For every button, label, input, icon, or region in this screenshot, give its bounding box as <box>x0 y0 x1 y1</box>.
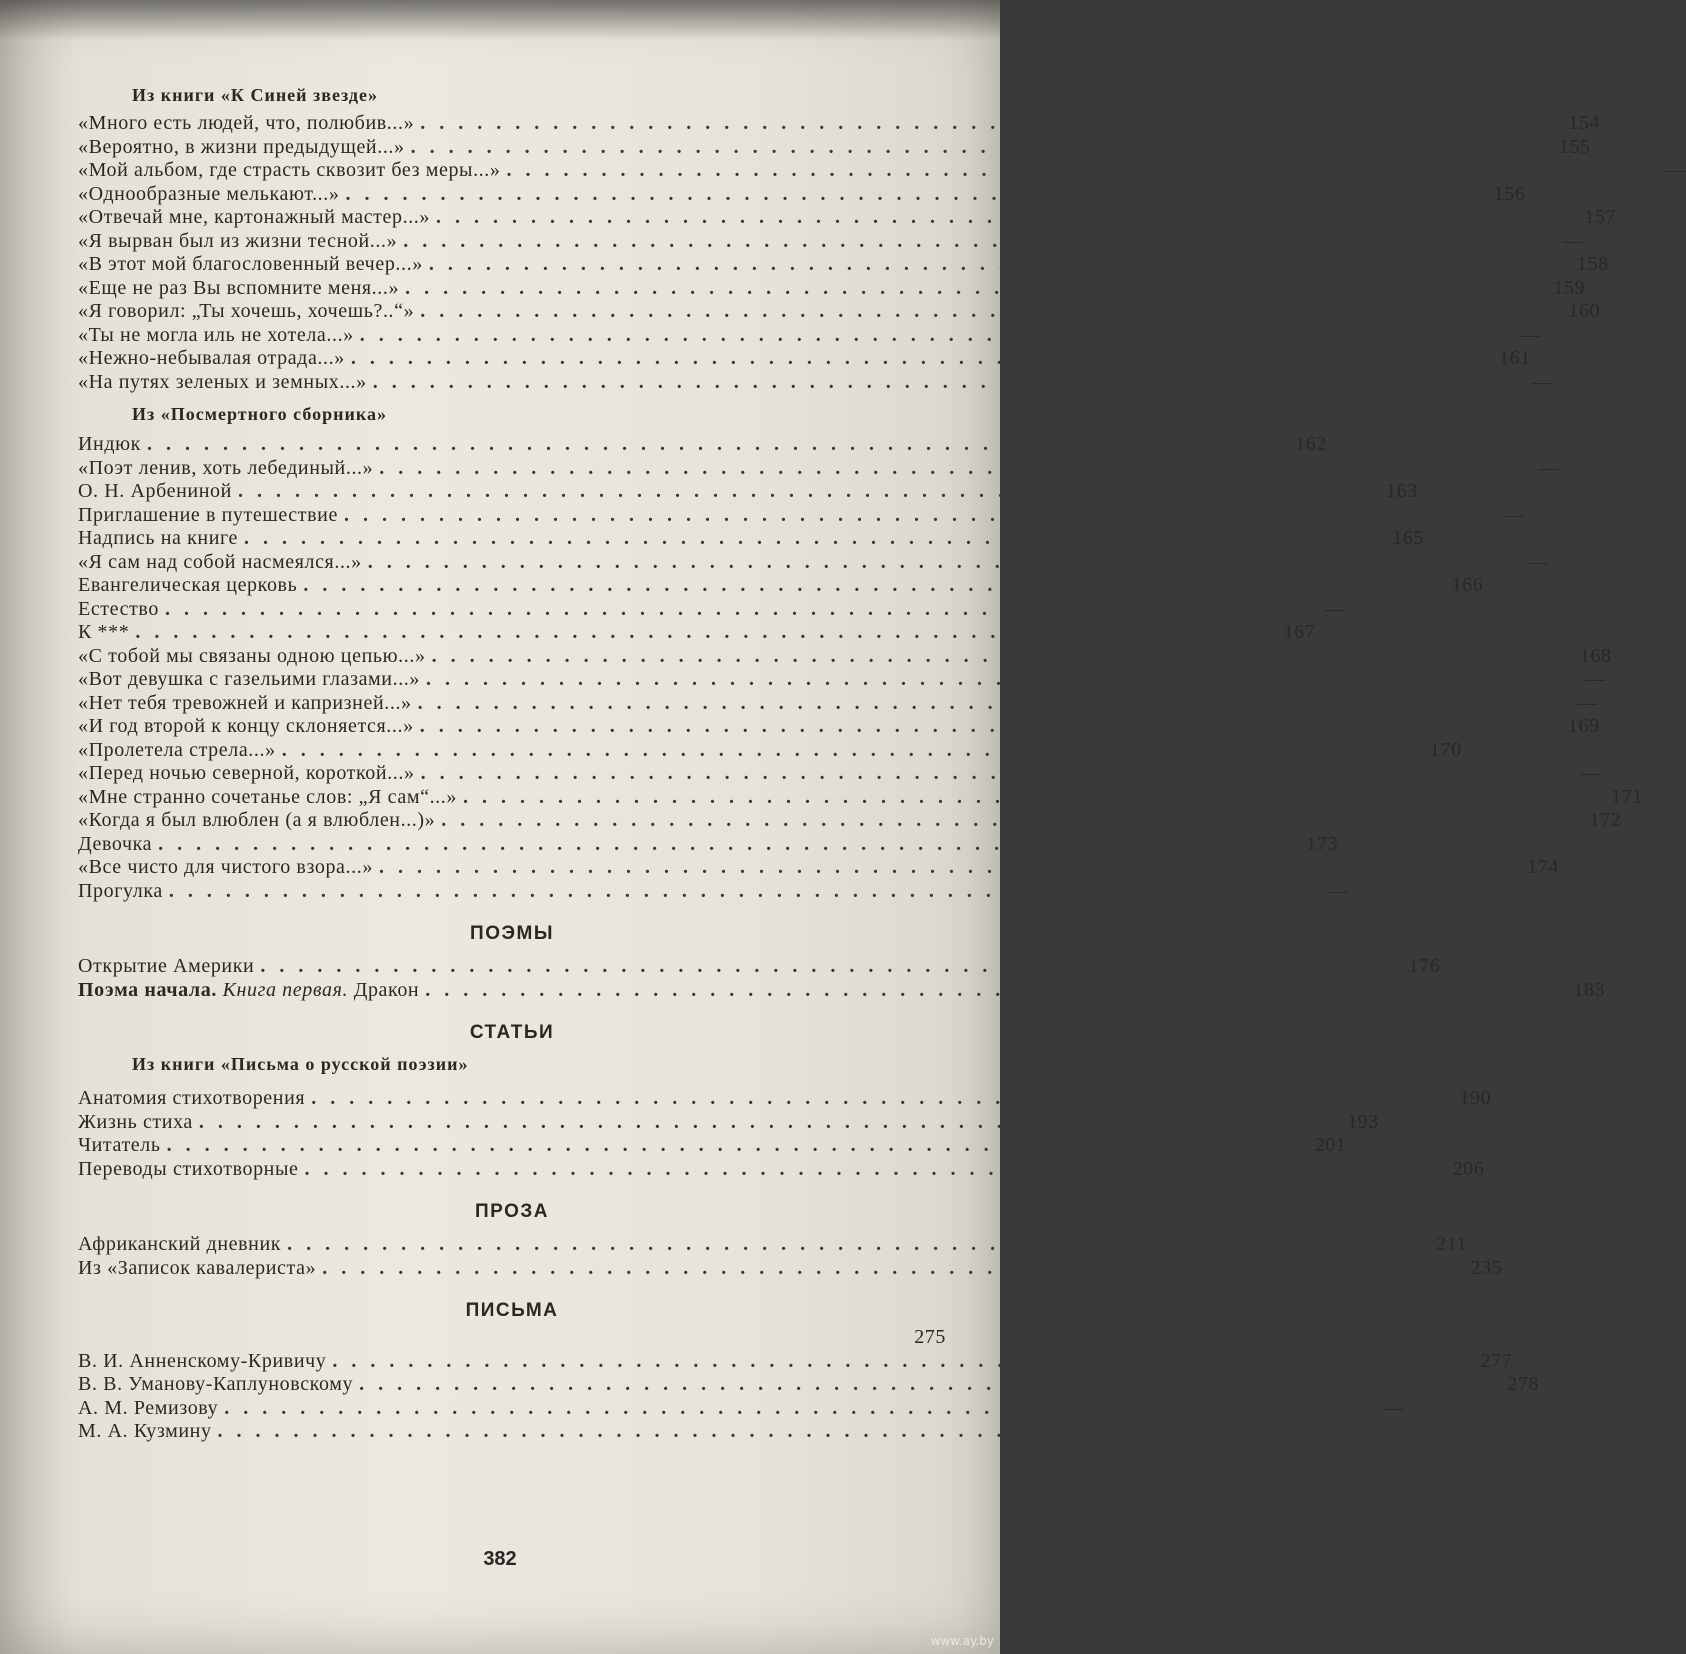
toc-entry-title: К *** <box>78 621 130 643</box>
toc-entry-page: 278 <box>1507 1373 1540 1395</box>
toc-entry <box>78 574 1484 598</box>
toc-entry-title: Девочка <box>78 832 153 855</box>
toc-entry <box>78 762 1601 786</box>
leader-dots: ............................................................ <box>426 668 1567 690</box>
leader-dots: ............................................................ <box>372 370 1513 393</box>
toc-entry-title: Африканский дневник <box>78 1233 282 1255</box>
toc-entry-page: — <box>1665 159 1686 181</box>
toc-entry-page: 172 <box>1589 809 1622 831</box>
toc-entry-title: «На путях зеленых и земных...» <box>78 370 367 393</box>
toc-entry <box>78 112 1601 136</box>
toc-entry-title: Из «Записок кавалериста» <box>78 1256 317 1279</box>
toc-entry <box>78 856 1559 880</box>
toc-list <box>78 1233 1503 1280</box>
toc-entry-title: Анатомия стихотворения <box>78 1087 306 1109</box>
toc-entry <box>78 879 1349 904</box>
toc-entry <box>78 480 1418 504</box>
toc-entry-page: 157 <box>1584 206 1617 228</box>
toc-entry-page: 190 <box>1459 1087 1492 1109</box>
leader-dots: ............................................................ <box>420 112 1561 134</box>
toc-entry <box>78 159 1686 183</box>
toc-entry <box>78 809 1622 833</box>
leader-dots: ............................................................ <box>436 206 1577 228</box>
leader-dots: ............................................................ <box>135 621 1276 643</box>
toc-entry-title: «Я говорил: „Ты хочешь, хочешь?..“» <box>78 300 415 322</box>
toc-entry-title: «Нежно-небывалая отрада...» <box>78 347 345 369</box>
toc-entry-title: «Я вырван был из жизни тесной...» <box>78 229 398 252</box>
toc-entry-page: — <box>1324 597 1345 620</box>
toc-entry <box>78 691 1598 716</box>
leader-dots: ............................................................ <box>244 527 1385 549</box>
toc-entry-page: 155 <box>1558 135 1591 158</box>
leader-dots: ............................................................ <box>237 480 1378 502</box>
leader-dots: ............................................................ <box>260 955 1401 977</box>
leader-dots: ............................................................ <box>431 644 1572 667</box>
toc-entry-page: — <box>1577 691 1598 714</box>
leader-dots: ............................................................ <box>287 1233 1428 1255</box>
leader-dots: ............................................................ <box>410 135 1551 158</box>
toc-entry-page: 166 <box>1451 574 1484 596</box>
section-title: ПИСЬМА <box>465 1300 559 1321</box>
toc-entry-page: — <box>1328 879 1349 902</box>
subsection-title: Из книги «К Синей звезде» <box>132 85 378 105</box>
toc-entry <box>78 253 1609 277</box>
toc-entry <box>78 1373 1540 1397</box>
toc-entry-title: «С тобой мы связаны одною цепью...» <box>78 644 426 667</box>
leader-dots: ............................................................ <box>164 597 1305 620</box>
toc-entry-title: В. И. Анненскому-Кривичу <box>78 1349 327 1372</box>
toc-entry-title: «Перед ночью северной, короткой...» <box>78 762 415 784</box>
toc-entry <box>78 323 1540 348</box>
subsection-title: Из книги «Письма о русской поэзии» <box>132 1054 469 1074</box>
toc-entry <box>78 1420 1358 1444</box>
toc-entry-title: «Мой альбом, где страсть сквозит без меры...» <box>78 159 501 181</box>
toc-entry-title: «Мне странно сочетанье слов: „Я сам“...» <box>78 785 457 808</box>
page-number: 382 <box>483 1548 517 1570</box>
section-title: ПОЭМЫ <box>470 923 554 944</box>
leader-dots: ............................................................ <box>367 550 1508 573</box>
toc-entry-page: 158 <box>1577 253 1609 275</box>
toc-entry <box>78 347 1531 371</box>
title-part: Дракон <box>353 978 420 1001</box>
toc-entry <box>78 135 1591 160</box>
toc-entry <box>78 597 1345 622</box>
toc-entry-title: Прогулка <box>78 879 163 902</box>
toc-entry-title: «Отвечай мне, картонажный мастер...» <box>78 206 431 228</box>
toc-entry-title: Естество <box>78 597 159 620</box>
toc-list <box>78 433 1643 903</box>
page-edge-shadow <box>0 0 1000 40</box>
toc-entry-page: — <box>1580 762 1601 784</box>
toc-entry <box>78 276 1586 301</box>
leader-dots: ............................................................ <box>403 229 1544 252</box>
toc-entry-page: 159 <box>1553 276 1586 299</box>
toc-entry <box>78 1087 1492 1111</box>
toc-entry-title: «Все чисто для чистого взора...» <box>78 856 373 878</box>
toc-entry-page: 163 <box>1386 480 1418 502</box>
toc-entry-title: «Пролетела стрела...» <box>78 738 276 761</box>
table-of-contents <box>78 85 1686 1444</box>
leader-dots: ............................................................ <box>359 323 1500 346</box>
toc-entry-title: Евангелическая церковь <box>78 574 298 596</box>
leader-dots: ............................................................ <box>441 809 1582 831</box>
toc-entry <box>78 1326 946 1350</box>
toc-entry <box>78 527 1425 551</box>
leader-dots: ............................................................ <box>379 456 1520 479</box>
toc-entry <box>78 1157 1485 1182</box>
toc-list <box>78 112 1686 394</box>
toc-entry <box>78 370 1553 395</box>
toc-entry <box>78 300 1601 324</box>
leader-dots: ............................................................ <box>425 978 1566 1001</box>
title-part-italic: Книга первая. <box>222 978 349 1001</box>
leader-dots: ............................................................ <box>158 832 1299 855</box>
toc-entry-page: 171 <box>1611 785 1643 808</box>
leader-dots: ............................................................ <box>350 347 1491 369</box>
leader-dots: ............................................................ <box>166 1134 1307 1156</box>
toc-entry <box>78 433 1327 457</box>
toc-entry-title: Открытие Америки <box>78 955 255 977</box>
toc-entry <box>78 738 1462 763</box>
toc-entry-page: 201 <box>1314 1134 1347 1156</box>
toc-entry <box>78 955 1441 979</box>
toc-entry-title: Индюк <box>78 433 141 455</box>
toc-entry-page: — <box>1532 370 1553 393</box>
toc-entry-page: — <box>1538 456 1560 479</box>
toc-entry-page: 162 <box>1295 433 1327 455</box>
toc-entry-title: О. Н. Арбениной <box>78 480 232 502</box>
toc-entry <box>78 503 1524 528</box>
toc-entry-page: 168 <box>1579 644 1612 667</box>
toc-entry-page: 165 <box>1392 527 1425 549</box>
toc-entry <box>78 621 1316 645</box>
toc-entry-page: — <box>1562 229 1584 252</box>
toc-entry-title: «В этот мой благословенный вечер...» <box>78 253 423 275</box>
toc-entry-page: — <box>1383 1396 1405 1419</box>
toc-entry-page: 156 <box>1493 182 1526 205</box>
leader-dots: ............................................................ <box>506 159 1647 181</box>
toc-entry <box>78 644 1612 669</box>
toc-entry-page: 161 <box>1499 347 1531 369</box>
toc-entry <box>78 785 1643 810</box>
toc-entry-title: «Поэт ленив, хоть лебединый...» <box>78 456 374 479</box>
leader-dots: ............................................................ <box>420 762 1561 784</box>
toc-entry-title: «Я сам над собой насмеялся...» <box>78 550 362 573</box>
toc-entry-page: 170 <box>1429 738 1462 761</box>
toc-entry-page: 206 <box>1452 1157 1485 1180</box>
toc-entry-page: 174 <box>1527 856 1559 878</box>
leader-dots: ............................................................ <box>462 785 1603 808</box>
leader-dots: ............................................................ <box>332 1349 1473 1372</box>
toc-entry <box>78 1110 1379 1135</box>
toc-entry-title: «Когда я был влюблен (а я влюблен...)» <box>78 809 436 831</box>
toc-entry <box>78 1134 1347 1158</box>
toc-entry <box>78 668 1607 692</box>
leader-dots: ............................................................ <box>217 1420 1358 1442</box>
toc-entry <box>78 182 1526 207</box>
toc-entry-title: «Нет тебя тревожней и капризней...» <box>78 691 412 714</box>
leader-dots: ............................................................ <box>224 1396 1365 1419</box>
toc-entry <box>78 832 1339 857</box>
toc-entry-page: 169 <box>1567 715 1600 737</box>
toc-entry-title: «Много есть людей, что, полюбив...» <box>78 112 415 134</box>
leader-dots: ............................................................ <box>419 715 1560 737</box>
toc-entry <box>78 715 1600 739</box>
leader-dots: ............................................................ <box>405 276 1546 299</box>
toc-entry-title: Читатель <box>78 1134 161 1156</box>
leader-dots: ............................................................ <box>304 1157 1445 1180</box>
toc-entry-title: В. В. Уманову-Каплуновскому <box>78 1373 354 1395</box>
toc-entry <box>78 1233 1468 1257</box>
toc-list <box>78 1349 1540 1444</box>
toc-entry-title: А. М. Ремизову <box>78 1396 219 1419</box>
toc-entry-page: 176 <box>1408 955 1441 977</box>
toc-entry <box>78 550 1548 575</box>
leader-dots: ............................................................ <box>303 574 1444 596</box>
toc-entry-title: «Ты не могла иль не хотела...» <box>78 323 354 346</box>
toc-entry-title: «Однообразные мелькают...» <box>78 182 340 205</box>
section-title: СТАТЬИ <box>469 1022 555 1043</box>
toc-entry-title: Приглашение в путешествие <box>78 503 338 526</box>
leader-dots: ............................................................ <box>198 1110 1339 1133</box>
leader-dots: ............................................................ <box>168 879 1309 902</box>
toc-entry <box>78 1396 1405 1421</box>
toc-entry-title: «Еще не раз Вы вспомните меня...» <box>78 276 400 299</box>
toc-entry-page: — <box>1519 323 1540 346</box>
toc-entry-page: 160 <box>1568 300 1601 322</box>
leader-dots: ............................................................ <box>420 300 1561 322</box>
title-part-bold: Поэма начала. <box>78 978 217 1001</box>
leader-dots: ............................................................ <box>345 182 1486 205</box>
toc-entry-page: 154 <box>1568 112 1601 134</box>
leader-dots: ............................................................ <box>322 1256 1463 1279</box>
toc-entry <box>78 456 1560 481</box>
toc-entry-page: 167 <box>1283 621 1316 643</box>
toc-entry <box>78 1349 1513 1374</box>
toc-entry-title: «Вероятно, в жизни предыдущей...» <box>78 135 405 158</box>
leader-dots: ............................................................ <box>343 503 1484 526</box>
toc-entry-title: Переводы стихотворные <box>78 1157 299 1180</box>
subsection-title: Из «Посмертного сборника» <box>132 404 388 424</box>
toc-entry <box>78 978 1606 1003</box>
section-title: ПРОЗА <box>475 1201 549 1222</box>
toc-entry-page: 211 <box>1436 1233 1468 1255</box>
toc-entry-page: 235 <box>1470 1256 1503 1279</box>
toc-entry-page: — <box>1527 550 1548 573</box>
toc-entry-title <box>78 979 419 1003</box>
toc-entry-title: Жизнь стиха <box>78 1110 193 1133</box>
watermark: www.ay.by <box>930 1634 994 1648</box>
leader-dots: ............................................................ <box>428 253 1569 275</box>
toc-entry <box>78 1256 1503 1281</box>
leader-dots: ............................................................ <box>146 433 1287 455</box>
leader-dots: ............................................................ <box>281 738 1422 761</box>
toc-entry-page: — <box>1503 503 1524 526</box>
toc-entry <box>78 206 1617 230</box>
toc-entry-title: Надпись на книге <box>78 527 239 549</box>
leader-dots: ............................................................ <box>311 1087 1452 1109</box>
toc-entry-page: 173 <box>1306 832 1339 855</box>
toc-entry <box>78 229 1584 254</box>
toc-entry-title: М. А. Кузмину <box>78 1420 212 1442</box>
toc-entry-page: 275 <box>914 1326 946 1348</box>
toc-entry-page: — <box>1585 668 1607 690</box>
toc-entry-page: 193 <box>1347 1110 1379 1133</box>
toc-entry-title: «И год второй к концу склоняется...» <box>78 715 414 737</box>
toc-list <box>78 1087 1492 1181</box>
toc-entry-title: «Вот девушка с газельими глазами...» <box>78 668 421 690</box>
leader-dots: ............................................................ <box>359 1373 1500 1395</box>
toc-entry-page: 183 <box>1573 978 1606 1001</box>
toc-entry-page: 277 <box>1480 1349 1513 1372</box>
leader-dots: ............................................................ <box>378 856 1519 878</box>
leader-dots: ............................................................ <box>417 691 1558 714</box>
